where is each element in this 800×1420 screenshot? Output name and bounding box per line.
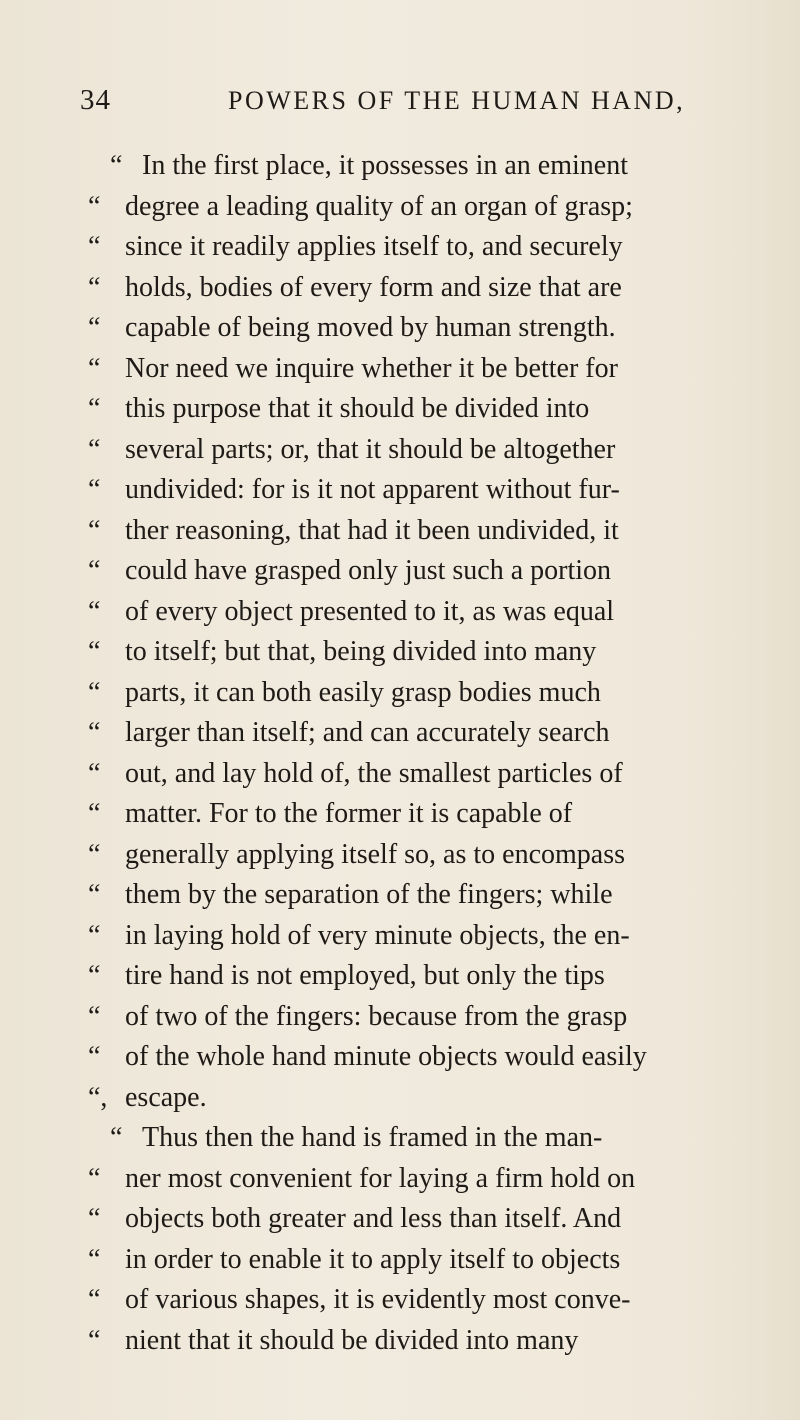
text-line	[88, 632, 788, 673]
text-line	[88, 794, 788, 835]
quote-mark: “	[88, 393, 101, 424]
quote-mark: “	[88, 312, 101, 343]
line-text: since it readily applies itself to, and securely	[125, 231, 623, 262]
quote-mark: “	[88, 1162, 101, 1194]
text-line	[88, 227, 788, 268]
quote-mark: “	[88, 960, 101, 991]
body-text	[88, 146, 788, 1361]
line-text: could have grasped only just such a portion	[125, 555, 612, 586]
quote-mark: “	[88, 879, 101, 910]
quote-mark: “	[88, 1203, 101, 1234]
line-text: nient that it should be divided into many	[125, 1324, 579, 1356]
quote-mark: “	[88, 717, 101, 748]
quote-mark: “	[88, 474, 101, 505]
line-text: this purpose that it should be divided into	[125, 393, 590, 424]
quote-mark: “	[88, 433, 101, 465]
line-text: escape.	[125, 1081, 207, 1113]
quote-mark: “	[88, 514, 101, 546]
quote-mark: “	[88, 352, 101, 384]
quote-mark: “	[110, 1122, 123, 1153]
text-line	[88, 1321, 788, 1362]
quote-mark: “,	[88, 1081, 108, 1113]
line-text: of various shapes, it is evidently most conve-	[125, 1284, 631, 1315]
quote-mark: “	[88, 636, 101, 667]
text-line	[88, 308, 788, 349]
text-line	[88, 1159, 788, 1200]
line-text: ther reasoning, that had it been undivided, it	[125, 514, 619, 546]
text-line	[88, 1280, 788, 1321]
text-line	[88, 592, 788, 633]
text-line	[88, 713, 788, 754]
text-line	[88, 997, 788, 1038]
line-text: holds, bodies of every form and size that are	[125, 271, 622, 303]
line-text: to itself; but that, being divided into many	[125, 636, 597, 667]
text-line	[88, 430, 788, 471]
line-text: ner most convenient for laying a firm hold on	[125, 1162, 636, 1194]
line-text: of the whole hand minute objects would easily	[125, 1041, 647, 1072]
text-line	[88, 1199, 788, 1240]
quote-mark: “	[88, 1243, 101, 1275]
text-line	[88, 268, 788, 309]
line-text: undivided: for is it not apparent without fur-	[125, 474, 620, 505]
quote-mark: “	[88, 838, 101, 870]
quote-mark: “	[88, 555, 101, 586]
text-line	[88, 389, 788, 430]
text-line	[88, 673, 788, 714]
line-text: objects both greater and less than itself. And	[125, 1203, 622, 1234]
text-line	[88, 551, 788, 592]
quote-mark: “	[88, 919, 101, 951]
quote-mark: “	[88, 1284, 101, 1315]
quote-mark: “	[110, 150, 123, 181]
text-line	[88, 956, 788, 997]
text-line	[88, 1078, 788, 1119]
text-line	[88, 349, 788, 390]
line-text: Nor need we inquire whether it be better for	[125, 352, 618, 384]
quote-mark: “	[88, 190, 101, 222]
text-line	[88, 470, 788, 511]
quote-mark: “	[88, 1324, 101, 1356]
line-text: parts, it can both easily grasp bodies much	[125, 676, 601, 708]
page-number: 34	[80, 84, 111, 116]
text-line	[88, 511, 788, 552]
quote-mark: “	[88, 757, 101, 789]
line-text: several parts; or, that it should be altogether	[125, 433, 616, 465]
text-line	[88, 187, 788, 228]
line-text: generally applying itself so, as to encompass	[125, 838, 625, 870]
quote-mark: “	[88, 1000, 101, 1032]
text-line	[88, 1240, 788, 1281]
running-head-title: POWERS OF THE HUMAN HAND,	[228, 86, 686, 115]
line-text: in order to enable it to apply itself to objects	[125, 1243, 621, 1275]
text-line	[88, 875, 788, 916]
quote-mark: “	[88, 676, 101, 708]
text-line	[88, 1118, 788, 1159]
text-line	[88, 146, 788, 187]
quote-mark: “	[88, 798, 101, 829]
line-text: tire hand is not employed, but only the tips	[125, 960, 605, 991]
line-text: out, and lay hold of, the smallest particles of	[125, 757, 623, 789]
running-head	[80, 84, 720, 124]
line-text: In the first place, it possesses in an eminent	[142, 150, 628, 181]
line-text: matter. For to the former it is capable of	[125, 798, 573, 829]
text-line	[88, 916, 788, 957]
text-line	[88, 1037, 788, 1078]
line-text: of every object presented to it, as was equal	[125, 595, 615, 627]
line-text: in laying hold of very minute objects, the en-	[125, 919, 630, 951]
line-text: them by the separation of the fingers; while	[125, 879, 613, 910]
line-text: degree a leading quality of an organ of grasp;	[125, 190, 633, 222]
quote-mark: “	[88, 271, 101, 303]
quote-mark: “	[88, 1041, 101, 1072]
line-text: of two of the fingers: because from the grasp	[125, 1000, 628, 1032]
quote-mark: “	[88, 231, 101, 262]
text-line	[88, 835, 788, 876]
line-text: capable of being moved by human strength.	[125, 312, 616, 343]
line-text: Thus then the hand is framed in the man-	[142, 1122, 603, 1153]
line-text: larger than itself; and can accurately search	[125, 717, 610, 748]
text-line	[88, 754, 788, 795]
quote-mark: “	[88, 595, 101, 627]
